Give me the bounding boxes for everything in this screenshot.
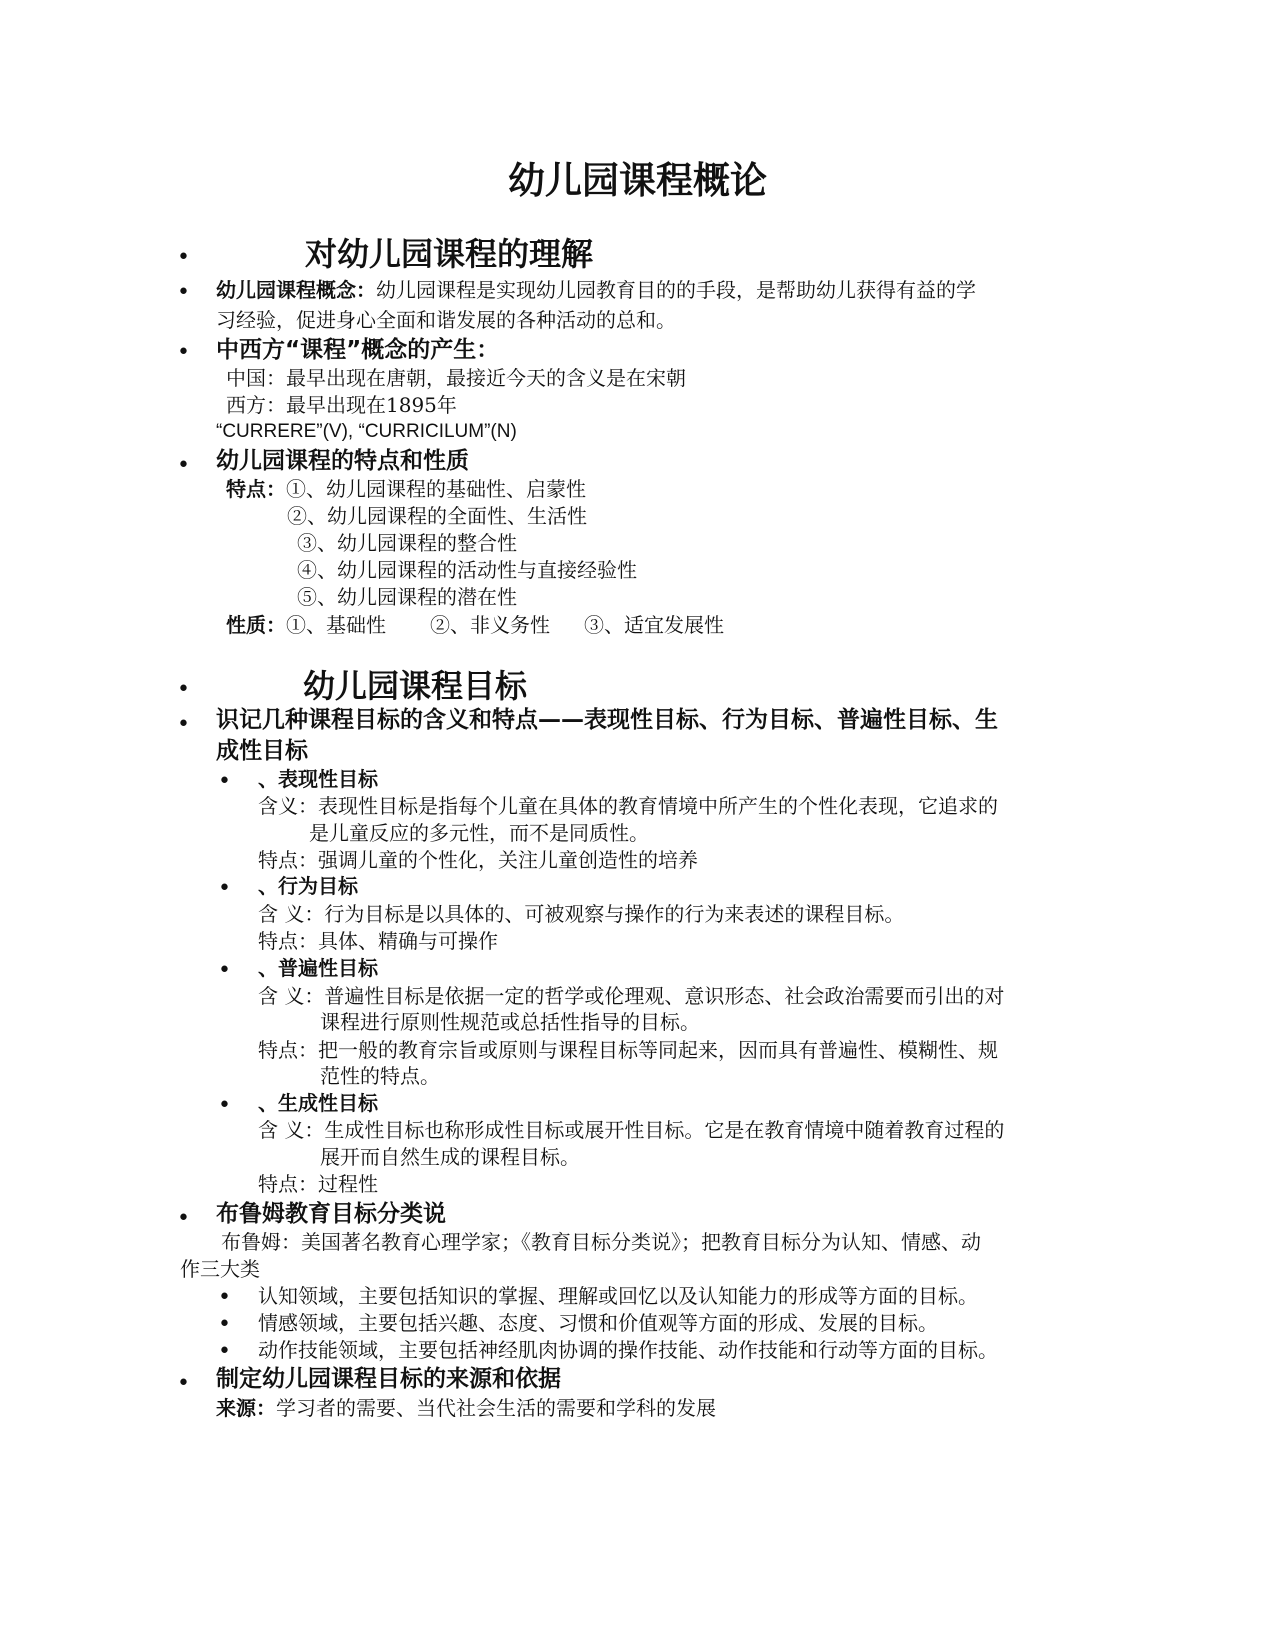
bullet: • — [177, 677, 190, 702]
nature-item: ①、基础性 — [286, 613, 386, 637]
bullet: • — [177, 1371, 190, 1396]
concept-line-1 — [216, 276, 976, 304]
section-heading-1: 对幼儿园课程的理解 — [305, 235, 594, 273]
goal-name-universal: 、普遍性目标 — [258, 956, 378, 980]
nature-line — [226, 611, 724, 639]
feature-item: ④、幼儿园课程的活动性与直接经验性 — [297, 558, 637, 582]
bullet: • — [218, 1285, 231, 1310]
origin-heading: 中西方“课程”概念的产生： — [216, 337, 500, 363]
origin-west: 西方：最早出现在1895年 — [226, 393, 457, 417]
bloom-domain-affective: 情感领域，主要包括兴趣、态度、习惯和价值观等方面的形成、发展的目标。 — [258, 1311, 938, 1335]
page-title: 幼儿园课程概论 — [508, 159, 767, 202]
bullet: • — [177, 245, 190, 270]
nature-item: ②、非义务性 — [430, 613, 550, 637]
concept-label: 幼儿园课程概念： — [216, 278, 376, 302]
bullet: • — [218, 958, 231, 983]
section-heading-2: 幼儿园课程目标 — [303, 667, 528, 705]
feature-item: ②、幼儿园课程的全面性、生活性 — [287, 504, 587, 528]
bloom-intro-line-1: 布鲁姆：美国著名教育心理学家；《教育目标分类说》；把教育目标分为认知、情感、动 — [221, 1230, 981, 1254]
bullet: • — [177, 1206, 190, 1231]
goal-feature: 特点：过程性 — [258, 1172, 378, 1196]
goal-feature: 范性的特点。 — [320, 1064, 440, 1088]
goal-meaning: 展开而自然生成的课程目标。 — [320, 1145, 580, 1169]
goal-types-heading-line-1: 识记几种课程目标的含义和特点——表现性目标、行为目标、普遍性目标、生 — [216, 707, 998, 733]
sources-heading: 制定幼儿园课程目标的来源和依据 — [216, 1366, 561, 1392]
concept-text: 幼儿园课程是实现幼儿园教育目的的手段，是帮助幼儿获得有益的学 — [376, 278, 976, 302]
bloom-intro-line-2: 作三大类 — [180, 1257, 260, 1281]
goal-meaning: 含 义：普遍性目标是依据一定的哲学或伦理观、意识形态、社会政治需要而引出的对 — [258, 984, 1005, 1008]
bullet: • — [218, 1312, 231, 1337]
goal-feature: 特点：强调儿童的个性化，关注儿童创造性的培养 — [258, 848, 698, 872]
goal-feature: 特点：把一般的教育宗旨或原则与课程目标等同起来，因而具有普遍性、模糊性、规 — [258, 1038, 998, 1062]
goal-feature: 特点：具体、精确与可操作 — [258, 929, 498, 953]
goal-meaning: 含 义：行为目标是以具体的、可被观察与操作的行为来表述的课程目标。 — [258, 902, 905, 926]
bloom-domain-cognitive: 认知领域，主要包括知识的掌握、理解或回忆以及认知能力的形成等方面的目标。 — [258, 1284, 978, 1308]
bullet: • — [177, 712, 190, 737]
sources-line — [216, 1394, 716, 1422]
bullet: • — [218, 876, 231, 901]
feature-item: ⑤、幼儿园课程的潜在性 — [297, 585, 517, 609]
goal-meaning: 是儿童反应的多元性，而不是同质性。 — [309, 821, 649, 845]
features-line-1 — [226, 475, 586, 503]
bullet: • — [218, 1093, 231, 1118]
features-heading: 幼儿园课程的特点和性质 — [216, 448, 469, 474]
goal-types-heading-line-2: 成性目标 — [216, 738, 308, 764]
nature-item: ③、适宜发展性 — [584, 613, 724, 637]
goal-name-behavioral: 、行为目标 — [258, 874, 358, 898]
bullet: • — [177, 453, 190, 478]
goal-name-expressive: 、表现性目标 — [258, 767, 378, 791]
feature-item: ③、幼儿园课程的整合性 — [297, 531, 517, 555]
bullet: • — [218, 769, 231, 794]
goal-meaning: 含义：表现性目标是指每个儿童在具体的教育情境中所产生的个性化表现，它追求的 — [258, 794, 998, 818]
bullet: • — [218, 1339, 231, 1364]
goal-meaning: 课程进行原则性规范或总括性指导的目标。 — [320, 1010, 700, 1034]
bullet: • — [177, 280, 190, 305]
features-label: 特点： — [226, 477, 286, 501]
origin-latin-terms: “CURRERE”(V), “CURRICILUM”(N) — [216, 421, 517, 442]
nature-label: 性质： — [226, 613, 286, 637]
sources-label: 来源： — [216, 1396, 276, 1420]
bloom-heading: 布鲁姆教育目标分类说 — [216, 1201, 446, 1227]
sources-text: 学习者的需要、当代社会生活的需要和学科的发展 — [276, 1396, 716, 1420]
goal-name-generative: 、生成性目标 — [258, 1091, 378, 1115]
goal-meaning: 含 义：生成性目标也称形成性目标或展开性目标。它是在教育情境中随着教育过程的 — [258, 1118, 1005, 1142]
origin-china: 中国：最早出现在唐朝，最接近今天的含义是在宋朝 — [226, 366, 686, 390]
feature-item: ①、幼儿园课程的基础性、启蒙性 — [286, 477, 586, 501]
bloom-domain-psychomotor: 动作技能领域，主要包括神经肌肉协调的操作技能、动作技能和行动等方面的目标。 — [258, 1338, 998, 1362]
concept-line-2: 习经验，促进身心全面和谐发展的各种活动的总和。 — [216, 308, 676, 332]
bullet: • — [177, 340, 190, 365]
